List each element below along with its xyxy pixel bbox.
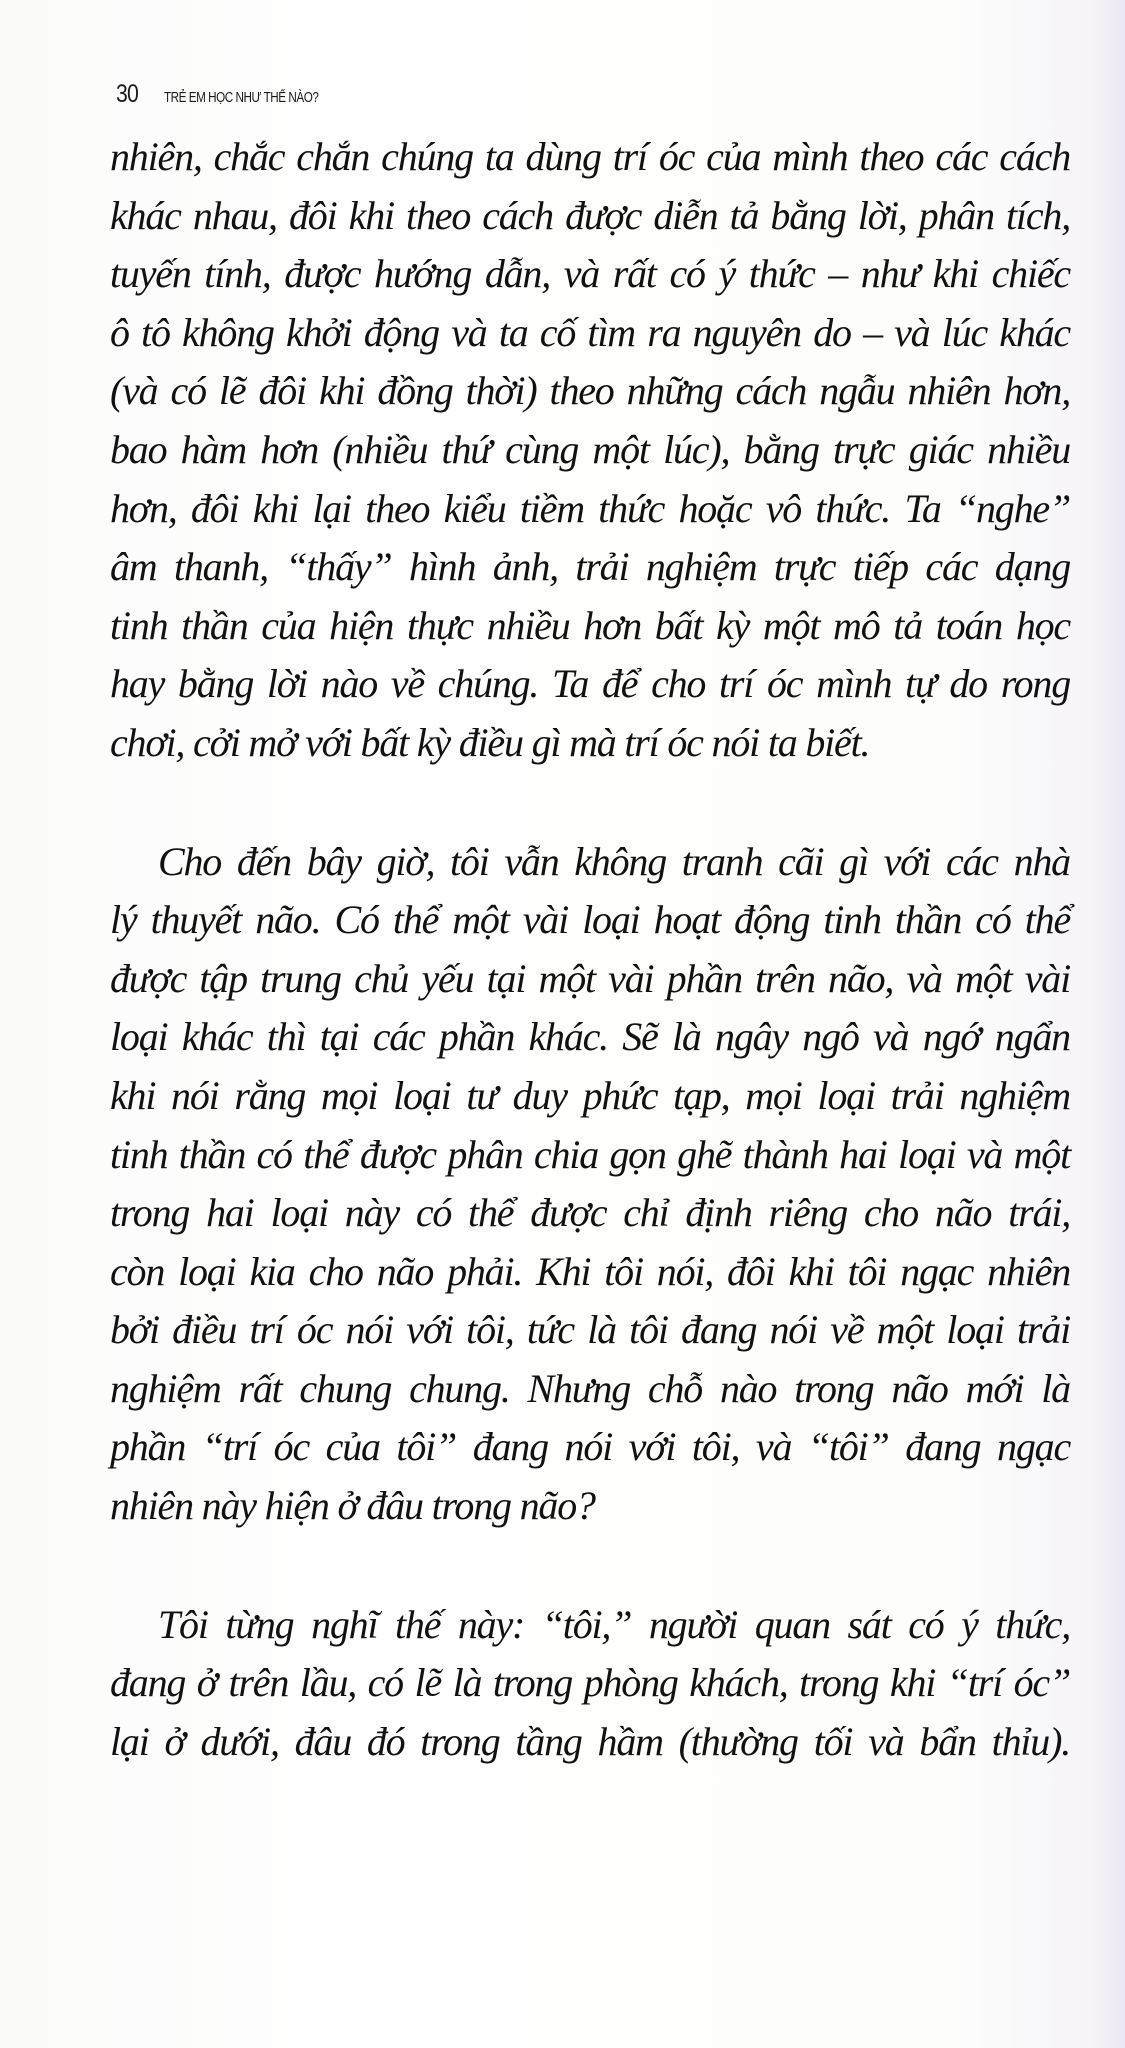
text-line: lại ở dưới, đâu đó trong tầng hầm (thường tối và bẩn thỉu). (110, 1718, 1070, 1764)
text-line: phần “trí óc của tôi” đang nói với tôi, và “tôi” đang ngạc (110, 1424, 1070, 1470)
text-line: (và có lẽ đôi khi đồng thời) theo những cách ngẫu nhiên hơn, (110, 368, 1070, 414)
text-line: tuyến tính, được hướng dẫn, và rất có ý thức – như khi chiếc (110, 251, 1070, 297)
text-line: hơn, đôi khi lại theo kiểu tiềm thức hoặc vô thức. Ta “nghe” (110, 485, 1070, 531)
text-line: hay bằng lời nào về chúng. Ta để cho trí óc mình tự do rong (110, 661, 1070, 707)
text-line: Cho đến bây giờ, tôi vẫn không tranh cãi gì với các nhà (158, 838, 1070, 884)
text-line: tinh thần của hiện thực nhiều hơn bất kỳ một mô tả toán học (110, 602, 1070, 648)
text-line: khác nhau, đôi khi theo cách được diễn tả bằng lời, phân tích, (110, 192, 1070, 238)
text-line: đang ở trên lầu, có lẽ là trong phòng khách, trong khi “trí óc” (110, 1660, 1070, 1706)
text-line: Tôi từng nghĩ thế này: “tôi,” người quan sát có ý thức, (158, 1601, 1070, 1647)
text-line: bao hàm hơn (nhiều thứ cùng một lúc), bằng trực giác nhiều (110, 426, 1070, 472)
text-line: tinh thần có thể được phân chia gọn ghẽ thành hai loại và một (110, 1131, 1070, 1177)
text-line: lý thuyết não. Có thể một vài loại hoạt động tinh thần có thể (110, 897, 1070, 943)
text-line: nhiên, chắc chắn chúng ta dùng trí óc của mình theo các cách (110, 134, 1070, 179)
text-line: loại khác thì tại các phần khác. Sẽ là ngây ngô và ngớ ngẩn (110, 1014, 1070, 1060)
text-line: âm thanh, “thấy” hình ảnh, trải nghiệm trực tiếp các dạng (110, 544, 1070, 590)
text-line: chơi, cởi mở với bất kỳ điều gì mà trí óc nói ta biết. (110, 719, 870, 765)
text-line: còn loại kia cho não phải. Khi tôi nói, đôi khi tôi ngạc nhiên (110, 1248, 1070, 1294)
text-line: trong hai loại này có thể được chỉ định riêng cho não trái, (110, 1190, 1070, 1236)
body-text (110, 128, 1070, 1771)
book-title: TRẺ EM HỌC NHƯ THẾ NÀO? (164, 89, 319, 106)
paragraph-spacer (110, 773, 1070, 833)
text-line: nghiệm rất chung chung. Nhưng chỗ nào trong não mới là (110, 1365, 1070, 1411)
paragraph-1 (110, 128, 1070, 773)
paragraph-spacer (110, 1536, 1070, 1596)
text-line: được tập trung chủ yếu tại một vài phần trên não, và một vài (110, 955, 1070, 1001)
text-line: khi nói rằng mọi loại tư duy phức tạp, mọi loại trải nghiệm (110, 1072, 1070, 1118)
text-line: ô tô không khởi động và ta cố tìm ra nguyên do – và lúc khác (110, 309, 1070, 355)
paragraph-3 (110, 1596, 1070, 1772)
page-number: 30 (116, 80, 138, 108)
running-head (116, 80, 362, 109)
text-line: nhiên này hiện ở đâu trong não? (110, 1483, 595, 1529)
text-line: bởi điều trí óc nói với tôi, tức là tôi đang nói về một loại trải (110, 1307, 1070, 1353)
paragraph-2 (110, 833, 1070, 1536)
